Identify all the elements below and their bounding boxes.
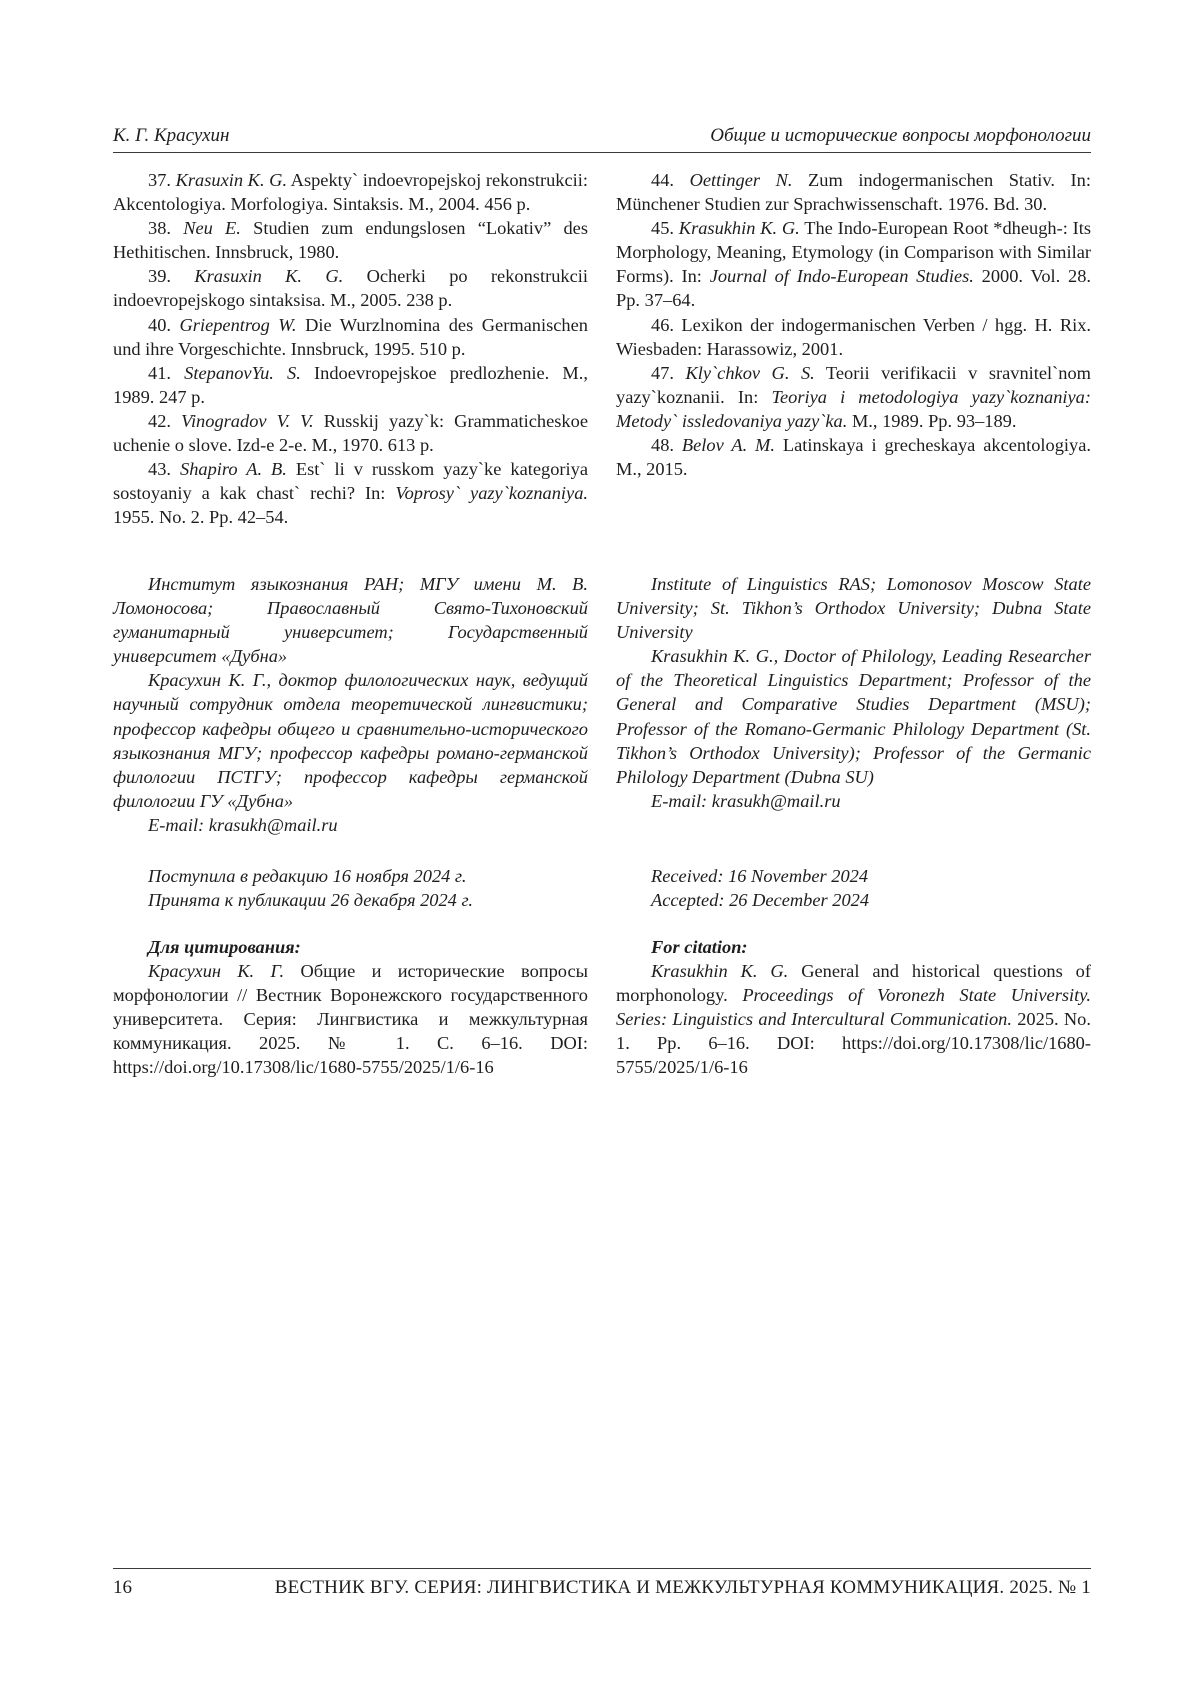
received-en: Received: 16 November 2024	[616, 864, 1091, 888]
accepted-ru: Принята к публикации 26 декабря 2024 г.	[113, 888, 588, 912]
citation-ru	[113, 935, 588, 1080]
reference-44: 44. Oettinger N. Zum indogermanischen Stativ. In: Münchener Studien zur Sprachwissenschaft. 1976. Bd. 30.	[616, 168, 1091, 216]
dates-ru	[113, 864, 588, 912]
reference-47: 47. Kly`chkov G. S. Teorii verifikacii v sravnitel`nom yazy`koznanii. In: Teoriya i metodologiya yazy`koznaniya: Metody` issledovaniya yazy`ka. M., 1989. Pp. 93–189.	[616, 361, 1091, 433]
institutions-en: Institute of Linguistics RAS; Lomonosov Moscow State University; St. Tikhon’s Orthodox University; Dubna State University	[616, 572, 1091, 644]
author-info-en: Krasukhin K. G., Doctor of Philology, Leading Researcher of the Theoretical Linguistics Department; Professor of the General and Comparative Studies Department (MSU); Professor of the Romano-Germanic Philology Department (St. Tikhon’s Orthodox University); Professor of the Germanic Philology Department (Dubna SU)	[616, 644, 1091, 789]
dates-en	[616, 864, 1091, 912]
reference-38: 38. Neu E. Studien zum endungslosen “Lokativ” des Hethitischen. Innsbruck, 1980.	[113, 216, 588, 264]
institutions-ru: Институт языкознания РАН; МГУ имени М. В. Ломоносова; Православный Свято-Тихоновский гуманитарный университет; Государственный университет «Дубна»	[113, 572, 588, 668]
reference-42: 42. Vinogradov V. V. Russkij yazy`k: Grammaticheskoe uchenie o slove. Izd-e 2-e. M., 1970. 613 p.	[113, 409, 588, 457]
reference-43: 43. Shapiro A. B. Est` li v russkom yazy`ke kategoriya sostoyaniy a kak chast` rechi? In: Voprosy` yazy`koznaniya. 1955. No. 2. Pp. 42–54.	[113, 457, 588, 529]
references-left	[113, 168, 588, 529]
affiliation-ru	[113, 572, 588, 837]
citation-body-en: Krasukhin K. G. General and historical questions of morphonology. Proceedings of Voronezh State University. Series: Linguistics and Intercultural Communication. 2025. No. 1. Pp. 6–16. DOI: https://doi.org/10.17308/lic/1680-5755/2025/1/6-16	[616, 959, 1091, 1079]
reference-46: 46. Lexikon der indogermanischen Verben / hgg. H. Rix. Wiesbaden: Harassowiz, 2001.	[616, 313, 1091, 361]
email-en: E-mail: krasukh@mail.ru	[616, 789, 1091, 813]
header-title: Общие и исторические вопросы морфонологии	[710, 125, 1091, 147]
header-author: К. Г. Красухин	[113, 125, 229, 147]
citation-heading-en: For citation:	[616, 935, 1091, 959]
reference-39: 39. Krasuxin K. G. Ocherki po rekonstrukcii indoevropejskogo sintaksisa. M., 2005. 238 p.	[113, 264, 588, 312]
reference-37: 37. Krasuxin K. G. Aspekty` indoevropejskoj rekonstrukcii: Akcentologiya. Morfologiya. Sintaksis. M., 2004. 456 p.	[113, 168, 588, 216]
running-header	[113, 122, 1091, 153]
citation-heading-ru: Для цитирования:	[113, 935, 588, 959]
citation-en	[616, 935, 1091, 1080]
reference-45: 45. Krasukhin K. G. The Indo-European Root *dheugh-: Its Morphology, Meaning, Etymology (in Comparison with Similar Forms). In: Journal of Indo-European Studies. 2000. Vol. 28. Pp. 37–64.	[616, 216, 1091, 312]
citation-body-ru: Красухин К. Г. Общие и исторические вопросы морфонологии // Вестник Воронежского государственного университета. Серия: Лингвистика и межкультурная коммуникация. 2025. № 1. С. 6–16. DOI: https://doi.org/10.17308/lic/1680-5755/2025/1/6-16	[113, 959, 588, 1079]
affiliation-en	[616, 572, 1091, 813]
reference-41: 41. StepanovYu. S. Indoevropejskoe predlozhenie. M., 1989. 247 p.	[113, 361, 588, 409]
running-footer	[113, 1568, 1091, 1569]
reference-40: 40. Griepentrog W. Die Wurzlnomina des Germanischen und ihre Vorgeschichte. Innsbruck, 1995. 510 p.	[113, 313, 588, 361]
received-ru: Поступила в редакцию 16 ноября 2024 г.	[113, 864, 588, 888]
author-info-ru: Красухин К. Г., доктор филологических наук, ведущий научный сотрудник отдела теоретической лингвистики; профессор кафедры общего и сравнительно-исторического языкознания МГУ; профессор кафедры романо-германской филологии ПСТГУ; профессор кафедры германской филологии ГУ «Дубна»	[113, 668, 588, 813]
references-right	[616, 168, 1091, 481]
reference-48: 48. Belov A. M. Latinskaya i grecheskaya akcentologiya. M., 2015.	[616, 433, 1091, 481]
page-number: 16	[113, 1577, 132, 1599]
email-ru: E-mail: krasukh@mail.ru	[113, 813, 588, 837]
journal-title: ВЕСТНИК ВГУ. СЕРИЯ: ЛИНГВИСТИКА И МЕЖКУЛЬТУРНАЯ КОММУНИКАЦИЯ. 2025. № 1	[275, 1577, 1091, 1599]
accepted-en: Accepted: 26 December 2024	[616, 888, 1091, 912]
